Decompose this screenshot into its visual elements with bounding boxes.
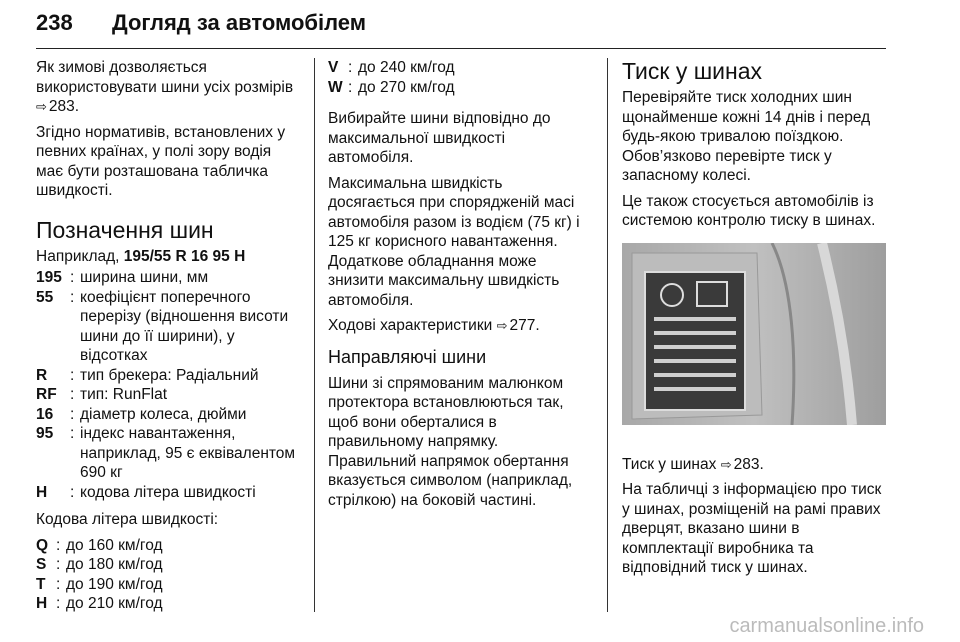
- definition-description: до 160 км/год: [66, 536, 163, 554]
- watermark-text: carmanualsonline.info: [729, 615, 924, 637]
- definition-row: Q : до 160 км/год: [36, 536, 302, 556]
- definition-description: до 210 км/год: [66, 595, 163, 612]
- definition-row: 55 : коефіцієнт поперечного перерізу (відношення висоти шини до її ширини), у відсотках: [36, 288, 302, 366]
- chapter-title: Догляд за автомобілем: [112, 10, 367, 35]
- section-heading-directional-tyres: Направляючі шини: [328, 346, 487, 367]
- choose-tyres-paragraph: Вибирайте шини відповідно до максимальної швидкості автомобіля.: [328, 110, 551, 166]
- placard-paragraph: На табличці з інформацією про тиск у шинах, розміщеній на рамі правих дверцят, вказано шини в комплектації виробника та відповідний тиск у шинах.: [622, 481, 882, 576]
- pressure-paragraph-1: Перевіряйте тиск холодних шин щонайменше кожні 14 днів і перед будь-якою тривалою поїздкою. Обов’язково перевірте тиск у запасному колесі.: [622, 89, 871, 184]
- speed-code-list-continued: [328, 58, 592, 97]
- tyre-pressure-placard: [644, 271, 746, 411]
- definition-term: 195: [36, 269, 62, 286]
- definition-description: кодова літера швидкості: [80, 483, 256, 501]
- definition-row: H : кодова літера швидкості: [36, 483, 302, 503]
- definition-term: 55: [36, 288, 54, 306]
- definition-row: S : до 180 км/год: [36, 555, 302, 575]
- manual-book-icon: [696, 281, 728, 307]
- page-reference-link[interactable]: ⇨ 277.: [497, 317, 540, 334]
- page-header: [36, 4, 886, 49]
- door-frame-placard-illustration: [622, 243, 886, 425]
- specs-paragraph: Ходові характеристики ⇨ 277.: [328, 316, 592, 336]
- definition-description: ширина шини, мм: [80, 269, 209, 286]
- definition-description: тип: RunFlat: [80, 386, 168, 403]
- norms-paragraph: Згідно нормативів, встановлених у певних країнах, у полі зору водія має бути розташована табличка швидкості.: [36, 123, 286, 199]
- definition-description: до 190 км/год: [66, 575, 163, 593]
- definition-description: діаметр колеса, дюйми: [80, 405, 247, 423]
- definition-term: S: [36, 556, 47, 573]
- definition-row: 195 : ширина шини, мм: [36, 268, 302, 288]
- tyre-designation-list: [36, 268, 302, 502]
- speed-code-heading: Кодова літера швидкості:: [36, 511, 219, 528]
- column-divider: [314, 58, 315, 612]
- max-speed-paragraph: Максимальна швидкість досягається при спорядженій масі автомобіля разом із водієм (75 кг) і 125 кг корисного навантаження. Додаткове обладнання може знизити максимальну швидкість автомобіля.: [328, 174, 580, 309]
- pressure-paragraph-2: Це також стосується автомобілів із системою контролю тиску в шинах.: [622, 192, 876, 229]
- page-reference-link[interactable]: ⇨ 283.: [36, 98, 79, 115]
- definition-description: до 180 км/год: [66, 556, 163, 573]
- definition-term: H: [36, 595, 48, 612]
- definition-row: T : до 190 км/год: [36, 575, 302, 595]
- definition-term: V: [328, 59, 339, 76]
- tyre-icon: [660, 283, 684, 307]
- definition-term: Q: [36, 536, 49, 554]
- definition-row: RF : тип: RunFlat: [36, 385, 302, 405]
- definition-term: H: [36, 483, 48, 501]
- speed-code-list: [36, 536, 302, 614]
- pressure-reference-line: Тиск у шинах ⇨ 283.: [622, 455, 890, 475]
- definition-term: R: [36, 366, 48, 384]
- definition-row: R : тип брекера: Радіальний: [36, 366, 302, 386]
- definition-row: 16 : діаметр колеса, дюйми: [36, 405, 302, 425]
- directional-paragraph-1: Шини зі спрямованим малюнком протектора встановлюються так, щоб вони оберталися в правильному напрямку.: [328, 374, 564, 450]
- definition-description: до 270 км/год: [358, 78, 455, 96]
- definition-description: індекс навантаження, наприклад, 95 є еквівалентом 690 кг: [80, 425, 296, 481]
- definition-row: 95 : індекс навантаження, наприклад, 95 є еквівалентом 690 кг: [36, 424, 302, 483]
- column-left: [36, 58, 302, 622]
- section-heading-tyre-designation: Позначення шин: [36, 216, 214, 243]
- page-reference-link[interactable]: ⇨ 283.: [721, 456, 764, 473]
- definition-row: V : до 240 км/год: [328, 58, 592, 78]
- column-right: [622, 58, 890, 584]
- definition-row: H : до 210 км/год: [36, 594, 302, 614]
- directional-paragraph-2: Правильний напрямок обертання вказується символом (наприклад, стрілкою) на боковій частині.: [328, 452, 573, 509]
- definition-description: тип брекера: Радіальний: [80, 366, 259, 384]
- definition-term: 16: [36, 405, 54, 423]
- definition-description: до 240 км/год: [358, 59, 455, 76]
- intro-paragraph: Як зимові дозволяється використовувати шини усіх розмірів ⇨ 283.: [36, 58, 302, 117]
- definition-term: 95: [36, 425, 54, 442]
- example-line: Наприклад, 195/55 R 16 95 H: [36, 247, 246, 265]
- definition-term: RF: [36, 386, 57, 403]
- page-number: 238: [36, 10, 73, 35]
- column-middle: [328, 58, 592, 516]
- column-divider: [607, 58, 608, 612]
- section-heading-tyre-pressure: Тиск у шинах: [622, 58, 763, 84]
- definition-description: коефіцієнт поперечного перерізу (відношення висоти шини до її ширини), у відсотках: [80, 288, 289, 364]
- definition-term: T: [36, 575, 46, 593]
- example-value: 195/55 R 16 95 H: [123, 247, 246, 265]
- definition-term: W: [328, 78, 343, 96]
- definition-row: W : до 270 км/год: [328, 78, 592, 98]
